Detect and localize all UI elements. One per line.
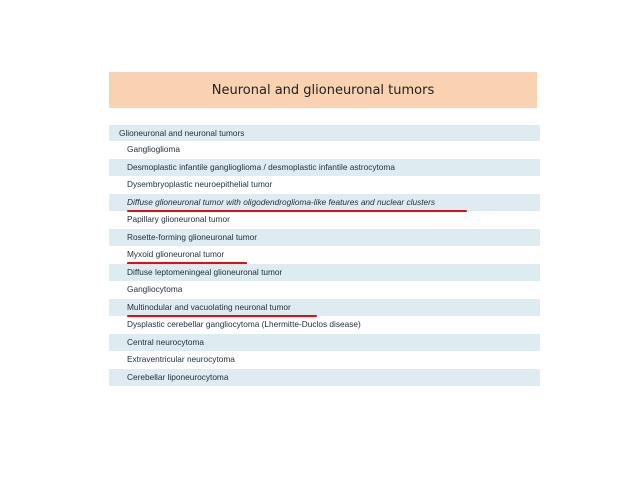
table-row [109, 159, 540, 177]
table-row-label: Rosette-forming glioneuronal tumor [127, 231, 258, 242]
table-row [109, 281, 540, 299]
table-row-label: Dysplastic cerebellar gangliocytoma (Lhermitte-Duclos disease) [127, 319, 361, 329]
table-row [109, 264, 540, 282]
table-row-label: Extraventricular neurocytoma [127, 354, 235, 364]
table-row-label: Desmoplastic infantile ganglioglioma / desmoplastic infantile astrocytoma [127, 161, 395, 172]
table-row-label: Papillary glioneuronal tumor [127, 214, 230, 224]
table-row [109, 334, 540, 352]
table-row [109, 351, 540, 369]
slide-title-text: Neuronal and glioneuronal tumors [211, 82, 435, 98]
table-row-category-header [109, 125, 540, 141]
tumor-classification-table [109, 125, 540, 386]
table-row-label: Central neurocytoma [127, 336, 205, 347]
slide-title [109, 72, 537, 108]
table-row [109, 316, 540, 334]
table-row-label: Glioneuronal and neuronal tumors [119, 128, 245, 138]
table-row-label: Dysembryoplastic neuroepithelial tumor [127, 179, 273, 189]
table-row-label: Gangliocytoma [127, 284, 183, 294]
table-row-highlighted [109, 246, 540, 264]
table-row-label: Multinodular and vacuolating neuronal tumor [127, 301, 291, 312]
table-row-label: Myxoid glioneuronal tumor [127, 249, 225, 259]
table-row [109, 369, 540, 387]
table-row-label: Diffuse glioneuronal tumor with oligodendroglioma-like features and nuclear clusters [127, 196, 436, 207]
table-row [109, 176, 540, 194]
table-row [109, 229, 540, 247]
table-row-highlighted [109, 299, 540, 317]
table-row [109, 141, 540, 159]
table-row-label: Ganglioglioma [127, 144, 181, 154]
table-row [109, 211, 540, 229]
table-row-label: Diffuse leptomeningeal glioneuronal tumor [127, 266, 283, 277]
table-row-label: Cerebellar liponeurocytoma [127, 371, 229, 382]
table-row-highlighted [109, 194, 540, 212]
